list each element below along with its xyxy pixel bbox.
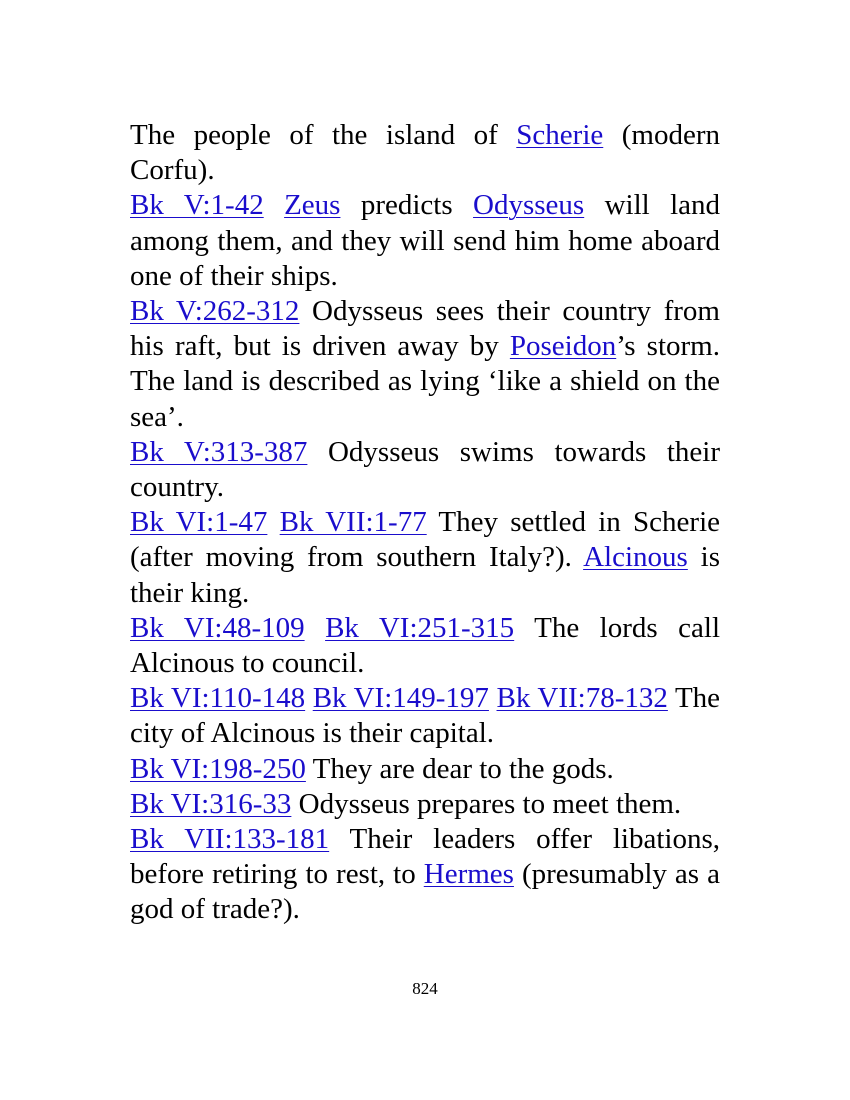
entry-text: The lords call Alcinous to council. <box>130 611 721 680</box>
entry-text <box>305 682 313 714</box>
entry-paragraph <box>130 435 720 505</box>
link-bk-vi-149-197[interactable]: Bk VI:149-197 <box>312 682 489 715</box>
entry-paragraph <box>130 188 720 294</box>
entry-text: Their leaders offer libations, before retiring to rest, to <box>130 823 720 891</box>
entry-paragraph <box>130 752 720 787</box>
entry-text <box>264 189 284 221</box>
link-bk-vi-1-47[interactable]: Bk VI:1-47 <box>130 506 268 539</box>
entry-text: They settled in Scherie (after moving from southern Italy?). <box>130 506 720 574</box>
entry-text: will land among them, and they will send him home aboard one of their ships. <box>130 189 721 292</box>
entry-paragraph <box>130 822 720 928</box>
entry-text: The people of the island of <box>130 119 517 151</box>
link-bk-vi-316-33[interactable]: Bk VI:316-33 <box>130 787 292 820</box>
link-alcinous[interactable]: Alcinous <box>583 541 688 574</box>
entry-text: They are dear to the gods. <box>305 752 614 785</box>
entry-text: The city of Alcinous is their capital. <box>130 682 721 750</box>
entry-text <box>489 682 497 714</box>
entry-paragraph <box>130 118 720 188</box>
link-bk-vii-1-77[interactable]: Bk VII:1-77 <box>279 506 427 539</box>
entry-paragraph <box>130 681 720 751</box>
link-bk-vi-48-109[interactable]: Bk VI:48-109 <box>130 611 305 644</box>
entry-text: is their king. <box>130 541 721 609</box>
entry-text: Odysseus swims towards their country. <box>130 435 720 504</box>
entry-paragraph <box>130 505 720 611</box>
document-body <box>130 118 720 928</box>
entry-text <box>267 506 279 538</box>
entry-paragraph <box>130 787 720 822</box>
link-bk-vi-251-315[interactable]: Bk VI:251-315 <box>325 611 515 644</box>
link-bk-vii-78-132[interactable]: Bk VII:78-132 <box>496 682 668 715</box>
link-bk-v-313-387[interactable]: Bk V:313-387 <box>130 435 308 468</box>
link-hermes[interactable]: Hermes <box>423 858 514 891</box>
link-poseidon[interactable]: Poseidon <box>509 330 617 363</box>
page-number: 824 <box>412 979 438 998</box>
entry-paragraph <box>130 294 720 435</box>
entry-text <box>305 612 325 644</box>
link-scherie[interactable]: Scherie <box>516 119 604 151</box>
entry-text: (presumably as a god of trade?). <box>130 858 720 926</box>
entry-text: Odysseus sees their country from his raft, but is driven away by <box>130 295 720 363</box>
link-odysseus[interactable]: Odysseus <box>473 189 585 222</box>
link-bk-v-1-42[interactable]: Bk V:1-42 <box>130 189 264 222</box>
link-bk-vi-110-148[interactable]: Bk VI:110-148 <box>130 682 306 715</box>
entry-text: (modern Corfu). <box>130 119 720 187</box>
entry-paragraph <box>130 611 720 681</box>
entry-text: Odysseus prepares to meet them. <box>291 787 682 820</box>
link-bk-vii-133-181[interactable]: Bk VII:133-181 <box>130 823 330 856</box>
link-bk-vi-198-250[interactable]: Bk VI:198-250 <box>130 752 306 785</box>
entry-text: predicts <box>340 189 474 222</box>
entry-text: ’s storm. The land is described as lying ‘like a shield on the sea’. <box>130 330 720 433</box>
link-zeus[interactable]: Zeus <box>284 189 341 222</box>
link-bk-v-262-312[interactable]: Bk V:262-312 <box>130 295 300 328</box>
